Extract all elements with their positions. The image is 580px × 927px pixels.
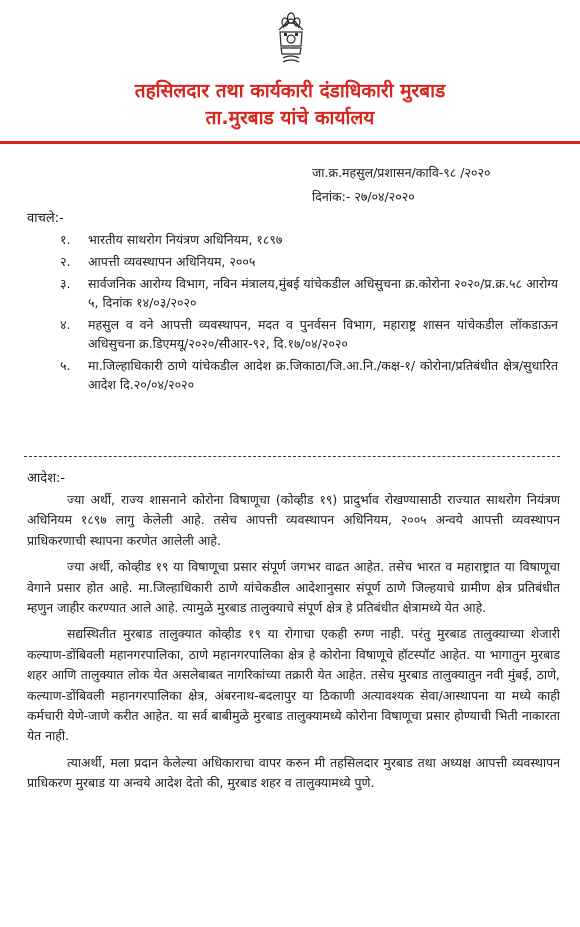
read-heading: वाचले:- [27, 211, 64, 226]
list-item-text: आपत्ती व्यवस्थापन अधिनियम, २००५ [88, 254, 256, 269]
order-paragraph: ज्या अर्थी, कोव्हीड १९ या विषाणूचा प्रसार संपूर्ण जगभर वाढत आहेत. तसेच भारत व महाराष्ट्रात या विषाणूचा वेगाने प्रसार होत आहे. मा.जिल्हाधिकारी ठाणे यांचेकडील आदेशानुसार संपूर्ण ठाणे जिल्हयाचे ग्रामीण क्षेत्र प्रतिबंधीत म्हणुन जाहीर करण्यात आले आहे. त्यामुळे मुरबाड तालुक्याचे संपूर्ण क्षेत्र हे प्रतिबंधीत क्षेत्रामध्ये येत आहे. [27, 559, 560, 616]
order-body [27, 490, 560, 800]
office-title: तहसिलदार तथा कार्यकारी दंडाधिकारी मुरबाड [134, 80, 446, 102]
list-item-text: सार्वजनिक आरोग्य विभाग, नविन मंत्रालय,मुंबई यांचेकडील अधिसुचना क्र.कोरोना २०२०/प्र.क्र.५८ आरोग्य ५, दिनांक १४/०३/२०२० [88, 276, 558, 310]
list-item-text: भारतीय साथरोग नियंत्रण अधिनियम, १८९७ [88, 232, 283, 247]
order-paragraph: ज्या अर्थी, राज्य शासनाने कोरोना विषाणूचा (कोव्हीड १९) प्रादुर्भाव रोखण्यासाठी राज्यात साथरोग नियंत्रण अधिनियम १८९७ लागु केलेली आहे. तसेच आपत्ती व्यवस्थापन अधिनियम, २००५ अन्वये आपत्ती व्यवस्थापन प्राधिकरणाची स्थापना करणेत आलेली आहे. [27, 492, 560, 548]
list-item-number: २. [60, 254, 71, 269]
list-item [60, 274, 558, 312]
list-item [60, 230, 558, 249]
list-item-number: ५. [60, 358, 71, 373]
reference-number: जा.क्र.महसुल/प्रशासन/कावि-९८ /२०२० [312, 165, 491, 180]
read-list [60, 230, 558, 397]
office-subtitle: ता.मुरबाड यांचे कार्यालय [205, 107, 375, 129]
order-heading: आदेश:- [27, 471, 66, 486]
national-emblem-icon [271, 6, 311, 68]
list-item-number: ३. [60, 276, 71, 291]
reference-date: दिनांक:- २७/०४/२०२० [312, 189, 415, 204]
list-item-text: महसुल व वने आपत्ती व्यवस्थापन, मदत व पुनर्वसन विभाग, महाराष्ट्र शासन यांचेकडील लॉकडाऊन अधिसुचना क्र.डिएमयू/२०२०/सीआर-९२, दि.१७/०४/२०२० [88, 317, 558, 351]
reference-block [312, 164, 490, 206]
list-item [60, 356, 558, 394]
order-paragraph: त्याअर्थी, मला प्रदान केलेल्या अधिकाराचा वापर करुन मी तहसिलदार मुरबाड तथा अध्यक्ष आपत्ती व्यवस्थापन प्राधिकरण मुरबाड या अन्वये आदेश देतो की, मुरबाड शहर व तालुक्यामध्ये पुणे. [27, 754, 560, 791]
list-item-number: १. [60, 232, 71, 247]
list-item-number: ४. [60, 317, 71, 332]
header-divider [0, 141, 580, 144]
list-item [60, 315, 558, 353]
list-item [60, 252, 558, 271]
list-item-text: मा.जिल्हाधिकारी ठाणे यांचेकडील आदेश क्र.जिकाठा/जि.आ.नि./कक्ष-१/ कोरोना/प्रतिबंधीत क्षेत्र/सुधारित आदेश दि.२०/०४/२०२० [88, 358, 558, 392]
order-paragraph: सद्यस्थितीत मुरबाड तालुक्यात कोव्हीड १९ या रोगाचा एकही रुग्ण नाही. परंतु मुरबाड तालुक्याच्या शेजारी कल्याण-डोंबिवली महानगरपालिका, ठाणे महानगरपालिका क्षेत्र हे कोरोना विषाणूचे हॉटस्पॉट आहेत. या भागातुन मुरबाड शहर आणि तालुक्यात लोक येत असलेबाबत नागरिकांच्या तक्रारी येत आहेत. तसेच मुरबाड तालुक्यातुन नवी मुंबई, ठाणे, कल्याण-डोंबिवली महानगरपालिका क्षेत्र, अंबरनाथ-बदलापुर या ठिकाणी अत्यावश्यक सेवा/आस्थापना या मध्ये काही कर्मचारी येणे-जाणे करीत आहेत. या सर्व बाबीमुळे मुरबाड तालुक्यामध्ये कोरोना विषाणूचा प्रसार होण्याची भिती नाकारता येत नाही. [27, 626, 560, 744]
section-divider [24, 456, 560, 457]
